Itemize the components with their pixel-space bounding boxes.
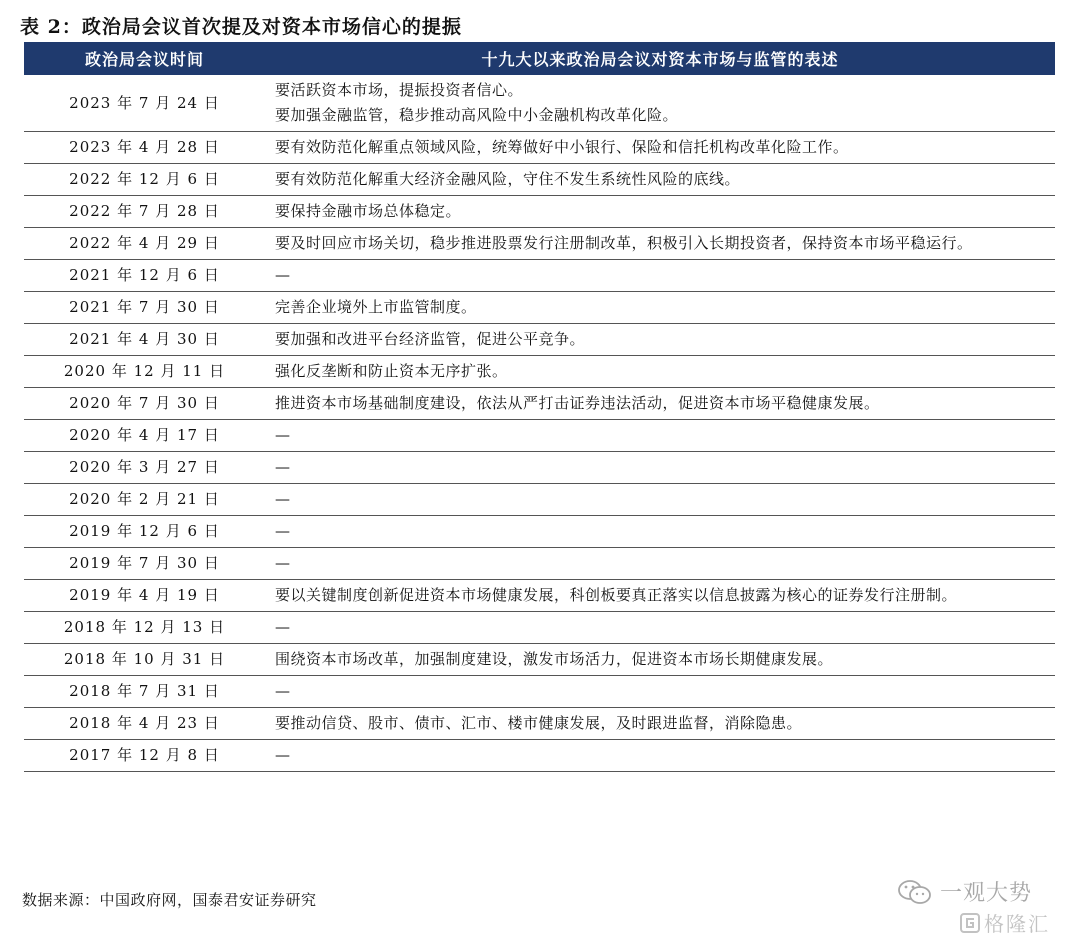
statement-cell: 要保持金融市场总体稳定。 (265, 196, 1055, 228)
statement-cell: 要及时回应市场关切，稳步推进股票发行注册制改革，积极引入长期投资者，保持资本市场平稳运行。 (265, 228, 1055, 260)
table-row (24, 612, 1055, 644)
statement-cell: — (265, 484, 1055, 516)
statement-cell: 要以关键制度创新促进资本市场健康发展，科创板要真正落实以信息披露为核心的证券发行注册制。 (265, 580, 1055, 612)
watermark-account-name: 一观大势 (940, 881, 1033, 906)
table-title: 表 2：政治局会议首次提及对资本市场信心的提振 (20, 16, 462, 38)
table-row (24, 516, 1055, 548)
table-row (24, 708, 1055, 740)
watermark-brand-name: 格隆汇 (984, 912, 1050, 936)
table-row (24, 75, 1055, 132)
table-row (24, 132, 1055, 164)
meeting-date-cell: 2023 年 7 月 24 日 (24, 75, 265, 132)
gelonghui-logo-icon (960, 913, 980, 933)
statement-cell: 强化反垄断和防止资本无序扩张。 (265, 356, 1055, 388)
table-row (24, 196, 1055, 228)
meeting-date-cell: 2017 年 12 月 8 日 (24, 740, 265, 772)
statement-cell: — (265, 452, 1055, 484)
statement-cell: — (265, 612, 1055, 644)
statement-cell: 围绕资本市场改革，加强制度建设，激发市场活力，促进资本市场长期健康发展。 (265, 644, 1055, 676)
meeting-date-cell: 2020 年 7 月 30 日 (24, 388, 265, 420)
watermark-brand (960, 908, 1050, 937)
statement-cell: 要推动信贷、股市、债市、汇市、楼市健康发展，及时跟进监督，消除隐患。 (265, 708, 1055, 740)
data-source-note: 数据来源：中国政府网，国泰君安证券研究 (22, 891, 317, 909)
table-row (24, 324, 1055, 356)
table-row (24, 484, 1055, 516)
statement-cell: — (265, 548, 1055, 580)
statement-cell: 要活跃资本市场，提振投资者信心。 要加强金融监管，稳步推动高风险中小金融机构改革化险。 (265, 75, 1055, 132)
meeting-date-cell: 2020 年 2 月 21 日 (24, 484, 265, 516)
statement-cell: — (265, 676, 1055, 708)
table-row (24, 260, 1055, 292)
table-row (24, 164, 1055, 196)
table-header-row (24, 42, 1055, 75)
statement-cell: — (265, 420, 1055, 452)
table-row (24, 292, 1055, 324)
statement-cell: — (265, 516, 1055, 548)
table-row (24, 388, 1055, 420)
meeting-date-cell: 2022 年 7 月 28 日 (24, 196, 265, 228)
header-statement: 十九大以来政治局会议对资本市场与监管的表述 (265, 42, 1055, 75)
meeting-date-cell: 2020 年 4 月 17 日 (24, 420, 265, 452)
meeting-date-cell: 2022 年 12 月 6 日 (24, 164, 265, 196)
meeting-date-cell: 2021 年 4 月 30 日 (24, 324, 265, 356)
statement-cell: 要加强和改进平台经济监管，促进公平竞争。 (265, 324, 1055, 356)
meeting-date-cell: 2018 年 7 月 31 日 (24, 676, 265, 708)
table-row (24, 452, 1055, 484)
table-row (24, 644, 1055, 676)
meeting-table (24, 42, 1055, 772)
statement-cell: 完善企业境外上市监管制度。 (265, 292, 1055, 324)
table-row (24, 356, 1055, 388)
table-row (24, 580, 1055, 612)
table-row (24, 740, 1055, 772)
meeting-date-cell: 2021 年 7 月 30 日 (24, 292, 265, 324)
meeting-date-cell: 2023 年 4 月 28 日 (24, 132, 265, 164)
table-row (24, 420, 1055, 452)
statement-cell: — (265, 260, 1055, 292)
meeting-date-cell: 2022 年 4 月 29 日 (24, 228, 265, 260)
statement-cell: 要有效防范化解重大经济金融风险，守住不发生系统性风险的底线。 (265, 164, 1055, 196)
meeting-date-cell: 2018 年 12 月 13 日 (24, 612, 265, 644)
watermark-account (898, 876, 1032, 907)
meeting-date-cell: 2018 年 10 月 31 日 (24, 644, 265, 676)
wechat-icon (898, 879, 932, 905)
statement-cell: — (265, 740, 1055, 772)
meeting-date-cell: 2020 年 3 月 27 日 (24, 452, 265, 484)
table-row (24, 228, 1055, 260)
table-body (24, 75, 1055, 772)
meeting-date-cell: 2019 年 12 月 6 日 (24, 516, 265, 548)
table-row (24, 676, 1055, 708)
meeting-date-cell: 2019 年 7 月 30 日 (24, 548, 265, 580)
meeting-date-cell: 2020 年 12 月 11 日 (24, 356, 265, 388)
statement-cell: 要有效防范化解重点领域风险，统筹做好中小银行、保险和信托机构改革化险工作。 (265, 132, 1055, 164)
meeting-date-cell: 2019 年 4 月 19 日 (24, 580, 265, 612)
statement-cell: 推进资本市场基础制度建设，依法从严打击证券违法活动，促进资本市场平稳健康发展。 (265, 388, 1055, 420)
meeting-date-cell: 2021 年 12 月 6 日 (24, 260, 265, 292)
meeting-date-cell: 2018 年 4 月 23 日 (24, 708, 265, 740)
table-row (24, 548, 1055, 580)
header-meeting-date: 政治局会议时间 (24, 42, 265, 75)
